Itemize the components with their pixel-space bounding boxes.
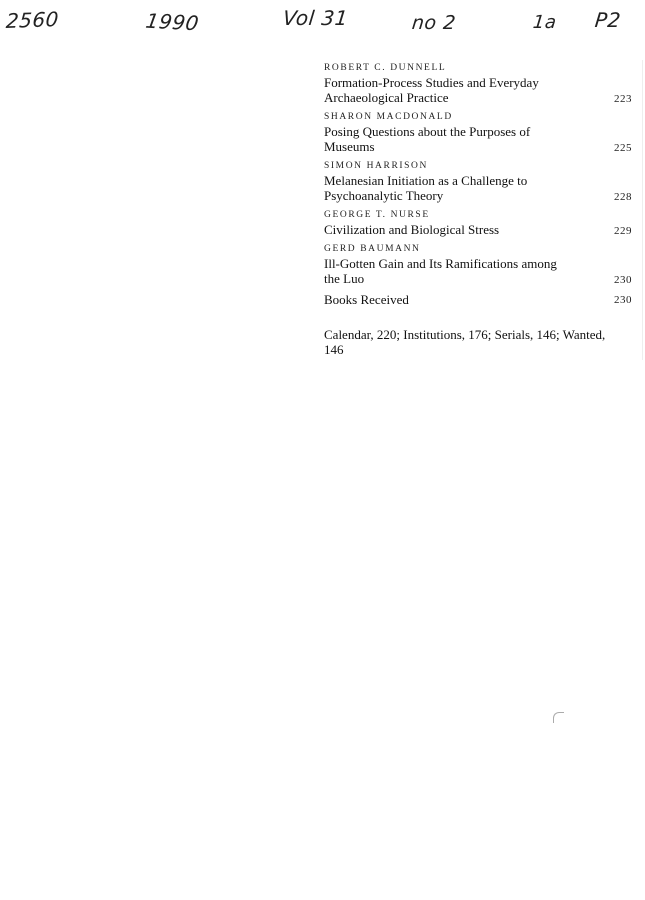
handwritten-note-4: no 2 — [410, 12, 457, 34]
table-of-contents — [324, 62, 632, 313]
toc-author: GEORGE T. NURSE — [324, 210, 430, 220]
toc-entry — [324, 209, 632, 237]
toc-author: SHARON MACDONALD — [324, 112, 453, 122]
toc-author: GERD BAUMANN — [324, 244, 421, 254]
handwritten-note-1: 2560 — [5, 7, 60, 33]
toc-author: SIMON HARRISON — [324, 161, 428, 171]
toc-title: Formation-Process Studies and Everyday Archaeological Practice — [324, 75, 539, 105]
toc-page-number: 223 — [614, 93, 632, 105]
toc-title: Melanesian Initiation as a Challenge to Psychoanalytic Theory — [324, 173, 528, 203]
handwritten-note-2: 1990 — [144, 8, 201, 36]
toc-title: Books Received — [324, 292, 409, 307]
toc-page-number: 229 — [614, 225, 632, 237]
handwritten-note-6: P2 — [593, 8, 623, 32]
handwritten-note-5: 1a — [531, 12, 558, 33]
toc-page-number: 225 — [614, 142, 632, 154]
toc-page-number: 230 — [614, 274, 632, 286]
toc-entry — [324, 243, 632, 286]
toc-title: Ill-Gotten Gain and Its Ramifications among the Luo — [324, 256, 557, 286]
toc-title: Posing Questions about the Purposes of Museums — [324, 124, 531, 154]
toc-entry — [324, 111, 632, 154]
toc-page-number: 230 — [614, 294, 632, 306]
scan-edge-line — [642, 60, 643, 360]
scan-mark — [553, 712, 564, 723]
toc-entry — [324, 62, 632, 105]
toc-title: Civilization and Biological Stress — [324, 222, 500, 237]
toc-entry-books-received — [324, 292, 632, 307]
index-notes: Calendar, 220; Institutions, 176; Serials, 146; Wanted, 146 — [324, 327, 606, 357]
toc-page-number: 228 — [614, 191, 632, 203]
toc-entry — [324, 160, 632, 203]
handwritten-note-3: Vol 31 — [281, 6, 350, 30]
toc-author: ROBERT C. DUNNELL — [324, 63, 447, 73]
